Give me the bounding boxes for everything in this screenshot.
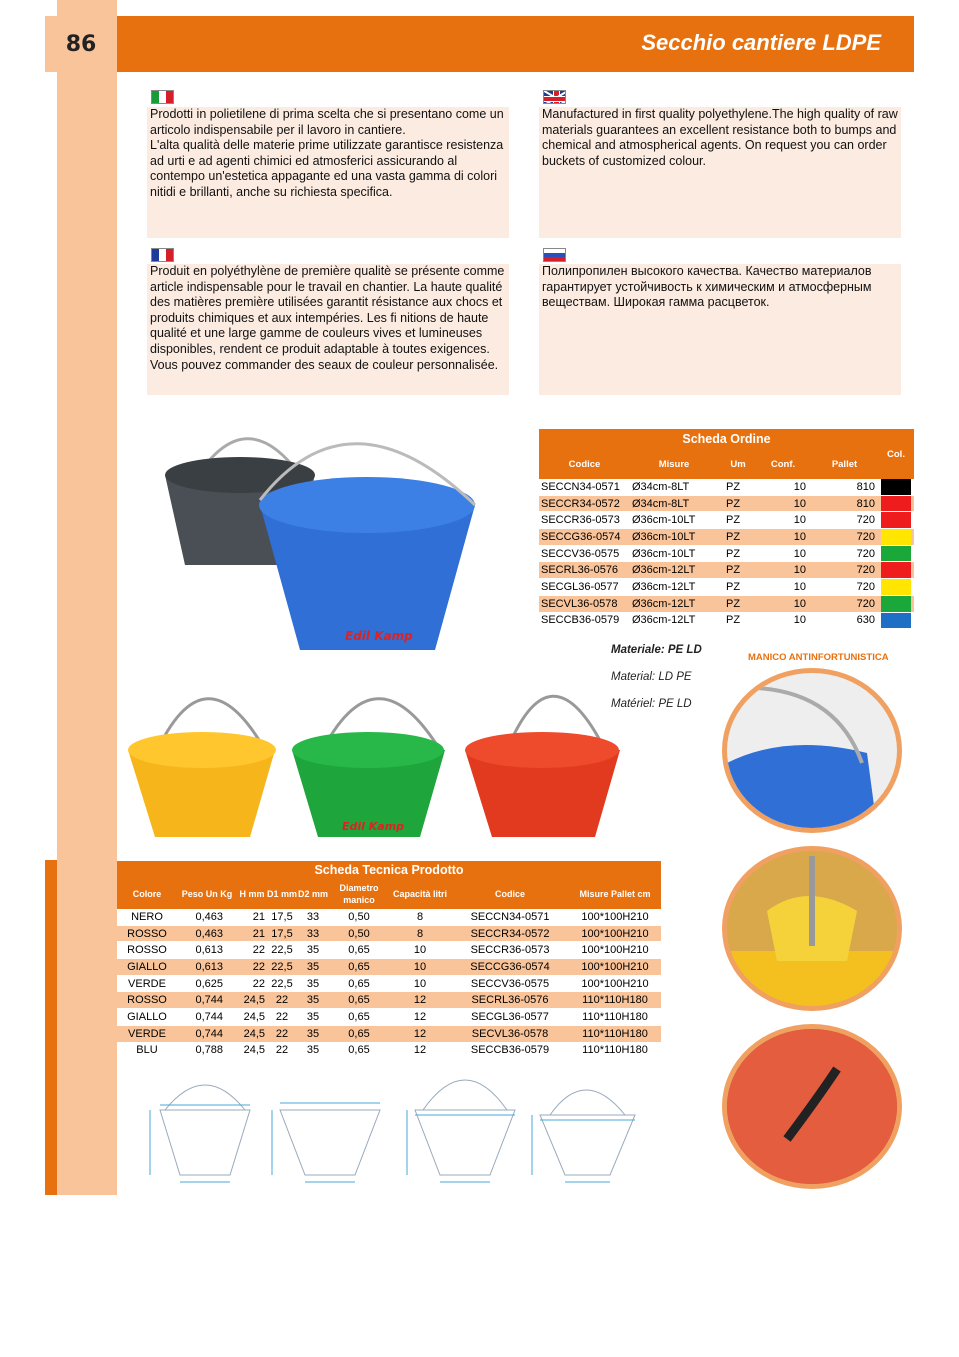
order-cell-pallet: 720 (856, 547, 875, 560)
order-table (539, 429, 914, 629)
tech-cell: 22 (252, 960, 265, 973)
order-table-header (539, 449, 914, 479)
order-cell-size: Ø36cm-12LT (632, 564, 696, 577)
tech-table-row (117, 926, 661, 943)
tech-cell: 12 (413, 1044, 427, 1057)
order-cell-pallet: 720 (856, 564, 875, 577)
column-header: Um (730, 458, 746, 470)
description-ru: Полипропилен высокого качества. Качество материалов гарантирует устойчивость к химическим и атмосферным веществам. Широкая гамма расцветок. (539, 264, 901, 395)
order-cell-size: Ø34cm-8LT (632, 497, 690, 510)
tech-cell: NERO (131, 910, 163, 923)
tech-cell: BLU (136, 1044, 158, 1057)
column-header: Colore (132, 889, 162, 899)
tech-cell: 35 (306, 1044, 320, 1057)
tech-table-row (117, 909, 661, 926)
order-cell-um: PZ (726, 614, 741, 627)
page-number: 86 (45, 16, 117, 72)
tech-cell: 24,5 (243, 1044, 265, 1057)
column-header: D1 mm (267, 889, 298, 899)
tech-cell: 12 (413, 1027, 427, 1040)
french-flag-icon (151, 248, 174, 262)
material-it: Materiale: PE LD (611, 644, 702, 656)
tech-cell: VERDE (128, 1027, 166, 1040)
order-cell-pallet: 810 (856, 480, 875, 493)
order-cell-conf: 10 (793, 564, 806, 577)
order-cell-um: PZ (726, 480, 741, 493)
column-header: Codice (568, 458, 601, 470)
tech-cell: SECGL36-0577 (471, 1010, 549, 1023)
color-swatch (881, 546, 911, 562)
tech-cell: 0,65 (348, 977, 370, 990)
tech-cell: 22,5 (271, 960, 293, 973)
order-cell-size: Ø36cm-12LT (632, 580, 696, 593)
tech-table-row (117, 1009, 661, 1026)
order-cell-size: Ø36cm-10LT (632, 530, 696, 543)
color-swatch (881, 613, 911, 629)
tech-cell: 0,788 (195, 1044, 223, 1057)
order-cell-pallet: 720 (856, 514, 875, 527)
svg-text:Edil Kamp: Edil Kamp (342, 820, 405, 833)
order-cell-size: Ø36cm-10LT (632, 514, 696, 527)
material-en: Material: LD PE (611, 671, 692, 683)
order-table-row (539, 613, 914, 630)
tech-cell: 110*110H180 (582, 1010, 648, 1023)
tech-cell: 35 (306, 944, 320, 957)
order-cell-pallet: 720 (856, 580, 875, 593)
tech-cell: 0,50 (348, 910, 370, 923)
order-cell-code: SECCR34-0572 (541, 497, 620, 510)
order-table-row (539, 479, 914, 496)
tech-table-row (117, 976, 661, 993)
description-it: Prodotti in polietilene di prima scelta che si presentano come un articolo indispensabile per il lavoro in cantiere. L'alta qualità delle materie prime utilizzate garantisce resistenza ad urti e ad agenti chimici ed atmosferici assicurando al contempo un'estetica appagante ed una vasta gamma di colori nitidi e brillanti, anche su richiesta specifica. (147, 107, 509, 238)
tech-cell: SECVL36-0578 (471, 1027, 549, 1040)
tech-cell: 100*100H210 (581, 927, 649, 940)
side-strip (57, 0, 117, 1195)
order-table-row (539, 579, 914, 596)
tech-cell: 35 (306, 1027, 320, 1040)
tech-cell: 0,463 (195, 910, 223, 923)
order-cell-conf: 10 (793, 580, 806, 593)
order-cell-um: PZ (726, 547, 741, 560)
order-cell-code: SECCN34-0571 (541, 480, 620, 493)
tech-cell: 24,5 (243, 1027, 265, 1040)
tech-cell: 110*110H180 (582, 1027, 648, 1040)
order-cell-conf: 10 (793, 614, 806, 627)
tech-cell: 35 (306, 960, 320, 973)
tech-cell: 0,50 (348, 927, 370, 940)
tech-cell: 22 (252, 977, 265, 990)
tech-cell: 35 (306, 994, 320, 1007)
tech-table-row (117, 942, 661, 959)
order-cell-code: SECCB36-0579 (541, 614, 620, 627)
order-cell-um: PZ (726, 497, 741, 510)
tech-cell: 0,744 (195, 1027, 223, 1040)
tech-cell: 22 (275, 1044, 289, 1057)
material-fr: Matériel: PE LD (611, 698, 692, 710)
tech-cell: 100*100H210 (581, 977, 649, 990)
handle-detail-image-3 (722, 1024, 902, 1189)
column-header: Codice (494, 889, 525, 899)
tech-cell: 0,65 (348, 1027, 370, 1040)
handle-detail-image-1 (722, 668, 902, 833)
tech-cell: 21 (252, 927, 265, 940)
tech-cell: SECCV36-0575 (470, 977, 550, 990)
order-cell-conf: 10 (793, 597, 806, 610)
tech-cell: 22 (252, 944, 265, 957)
column-header: Misure Pallet cm (579, 889, 651, 899)
description-en: Manufactured in first quality polyethylene.The high quality of raw materials guarantees an excellent resistance both to bumps and chemical and atmospherical agents. On request you can order buckets of customized colour. (539, 107, 901, 238)
uk-flag-icon (543, 90, 566, 104)
order-cell-size: Ø36cm-12LT (632, 597, 696, 610)
tech-cell: 17,5 (271, 910, 293, 923)
tech-cell: 24,5 (243, 994, 265, 1007)
order-cell-um: PZ (726, 514, 741, 527)
tech-cell: 8 (416, 927, 424, 940)
column-header: Peso Un Kg (181, 889, 233, 899)
tech-cell: SECCR36-0573 (470, 944, 550, 957)
tech-cell: SECCB36-0579 (470, 1044, 550, 1057)
handle-detail-image-2 (722, 846, 902, 1011)
order-table-row (539, 496, 914, 513)
order-cell-code: SECCG36-0574 (541, 530, 621, 543)
black-blue-buckets-image (150, 405, 490, 660)
tech-cell: 17,5 (271, 927, 293, 940)
tech-table-row (117, 1043, 661, 1060)
order-cell-size: Ø34cm-8LT (632, 480, 690, 493)
order-table-row (539, 546, 914, 563)
tech-table-header (117, 879, 661, 909)
tech-cell: ROSSO (127, 927, 167, 940)
tech-cell: 22 (275, 1027, 289, 1040)
order-cell-conf: 10 (793, 547, 806, 560)
svg-text:Edil Kamp: Edil Kamp (345, 629, 413, 643)
tech-cell: VERDE (128, 977, 166, 990)
column-header: D2 mm (297, 889, 328, 899)
tech-cell: 110*110H180 (582, 1044, 648, 1057)
color-swatch (881, 529, 911, 545)
tech-cell: 33 (306, 927, 320, 940)
tech-cell: 0,65 (348, 994, 370, 1007)
color-swatch (881, 512, 911, 528)
column-header: Diametro manico (339, 883, 379, 905)
order-cell-pallet: 810 (856, 497, 875, 510)
column-header: Misure (658, 458, 690, 470)
page-title: Secchio cantiere LDPE (641, 30, 881, 55)
tech-cell: 8 (416, 910, 424, 923)
order-table-row (539, 596, 914, 613)
order-cell-code: SECVL36-0578 (541, 597, 618, 610)
color-swatch (881, 496, 911, 512)
tech-table-row (117, 1026, 661, 1043)
tech-cell: 100*100H210 (581, 944, 649, 957)
tech-cell: 100*100H210 (581, 910, 649, 923)
tech-table (117, 861, 661, 1059)
tech-cell: 12 (413, 1010, 427, 1023)
order-cell-size: Ø36cm-12LT (632, 614, 696, 627)
order-cell-pallet: 630 (856, 614, 875, 627)
column-header: Conf. (770, 458, 796, 470)
tech-table-row (117, 992, 661, 1009)
column-header: Pallet (831, 458, 858, 470)
order-table-row (539, 562, 914, 579)
order-cell-um: PZ (726, 564, 741, 577)
tech-cell: GIALLO (127, 1010, 167, 1023)
order-cell-code: SECRL36-0576 (541, 564, 619, 577)
column-header: Col. (887, 449, 905, 460)
tech-cell: 22 (275, 1010, 289, 1023)
order-cell-code: SECGL36-0577 (541, 580, 619, 593)
order-cell-um: PZ (726, 530, 741, 543)
tech-cell: 0,65 (348, 1044, 370, 1057)
manico-label: MANICO ANTINFORTUNISTICA (748, 652, 889, 663)
tech-cell: 0,625 (195, 977, 223, 990)
tech-cell: 0,463 (195, 927, 223, 940)
tech-cell: SECCR34-0572 (470, 927, 550, 940)
tech-cell: 22,5 (271, 977, 293, 990)
tech-cell: 10 (413, 977, 427, 990)
yellow-green-red-buckets-image (120, 675, 630, 845)
tech-cell: 21 (252, 910, 265, 923)
color-swatch (881, 562, 911, 578)
tech-cell: GIALLO (127, 960, 167, 973)
color-swatch (881, 479, 911, 495)
russian-flag-icon (543, 248, 566, 262)
order-table-row (539, 512, 914, 529)
tech-cell: 0,65 (348, 944, 370, 957)
tech-cell: 35 (306, 977, 320, 990)
tech-cell: SECRL36-0576 (471, 994, 549, 1007)
order-cell-code: SECCR36-0573 (541, 514, 620, 527)
column-header: Capacità litri (392, 889, 448, 899)
tech-cell: 12 (413, 994, 427, 1007)
tech-cell: ROSSO (127, 944, 167, 957)
order-cell-conf: 10 (793, 530, 806, 543)
tech-cell: ROSSO (127, 994, 167, 1007)
tech-table-row (117, 959, 661, 976)
order-cell-conf: 10 (793, 480, 806, 493)
order-table-row (539, 529, 914, 546)
tech-cell: 100*100H210 (581, 960, 649, 973)
order-cell-pallet: 720 (856, 597, 875, 610)
tech-cell: 35 (306, 1010, 320, 1023)
color-swatch (881, 596, 911, 612)
tech-cell: 10 (413, 944, 427, 957)
order-cell-code: SECCV36-0575 (541, 547, 620, 560)
tech-cell: 22 (275, 994, 289, 1007)
tech-cell: 0,613 (195, 944, 223, 957)
order-cell-pallet: 720 (856, 530, 875, 543)
italian-flag-icon (151, 90, 174, 104)
tech-cell: 24,5 (243, 1010, 265, 1023)
tech-cell: SECCG36-0574 (470, 960, 550, 973)
tech-cell: 22,5 (271, 944, 293, 957)
technical-drawings (145, 1070, 665, 1195)
tech-cell: SECCN34-0571 (470, 910, 550, 923)
description-fr: Produit en polyéthylène de première qualitè se présente comme article indispensable pour le travail en chantier. La haute qualité des matières première utilisées garantit résistance aux chocs et produits chimiques et aux intempéries. Les fi nitions de haute qualité et une large gamme de couleurs vives et lumineuses disponibles, rendent ce produit adaptable à toutes exigences. Vous pouvez commander des seaux de couleur personnalisée. (147, 264, 509, 395)
tech-cell: 0,613 (195, 960, 223, 973)
side-accent (45, 860, 57, 1195)
order-cell-conf: 10 (793, 514, 806, 527)
tech-cell: 10 (413, 960, 427, 973)
order-table-title: Scheda Ordine (682, 432, 771, 446)
tech-cell: 0,744 (195, 1010, 223, 1023)
order-cell-size: Ø36cm-10LT (632, 547, 696, 560)
order-cell-conf: 10 (793, 497, 806, 510)
tech-cell: 0,65 (348, 1010, 370, 1023)
tech-table-title: Scheda Tecnica Prodotto (117, 861, 661, 879)
color-swatch (881, 579, 911, 595)
order-cell-um: PZ (726, 580, 741, 593)
tech-cell: 110*110H180 (582, 994, 648, 1007)
tech-cell: 33 (306, 910, 320, 923)
column-header: H mm (239, 889, 265, 899)
order-cell-um: PZ (726, 597, 741, 610)
tech-cell: 0,744 (195, 994, 223, 1007)
tech-cell: 0,65 (348, 960, 370, 973)
